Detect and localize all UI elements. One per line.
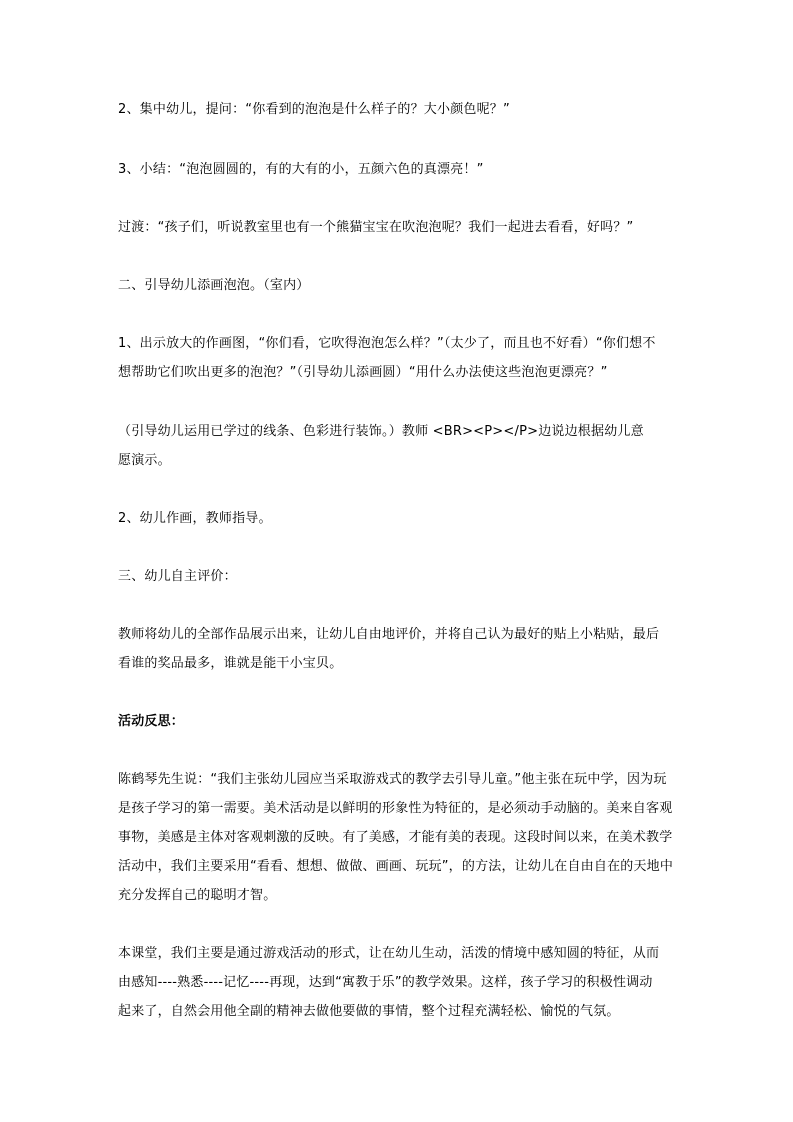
text-line: 1、出示放大的作画图，“你们看，它吹得泡泡怎么样？”（太少了，而且也不好看）“你们想不 xyxy=(118,336,656,351)
text-line: 本课堂，我们主要是通过游戏活动的形式，让在幼儿生动，活泼的情境中感知圆的特征，从而 xyxy=(118,946,660,961)
text-line: 教师将幼儿的全部作品展示出来，让幼儿自由地评价，并将自己认为最好的贴上小粘贴，最后 xyxy=(118,627,660,642)
section-heading: 活动反思： xyxy=(118,714,185,729)
text-line: 看谁的奖品最多，谁就是能干小宝贝。 xyxy=(118,656,343,671)
text-line: 三、幼儿自主评价： xyxy=(118,569,237,584)
text-line: 充分发挥自己的聪明才智。 xyxy=(118,888,277,903)
text-line: （引导幼儿运用已学过的线条、色彩进行装饰。）教师 <BR><P></P>边说边根据幼儿意 xyxy=(118,424,644,439)
text-line: 2、幼儿作画，教师指导。 xyxy=(118,511,272,526)
text-line: 过渡：“孩子们，听说教室里也有一个熊猫宝宝在吹泡泡呢？我们一起进去看看，好吗？” xyxy=(118,220,634,235)
text-line: 起来了，自然会用他全副的精神去做他要做的事情，整个过程充满轻松、愉悦的气氛。 xyxy=(118,1004,620,1019)
text-line: 由感知----熟悉----记忆----再现，达到“寓教于乐”的教学效果。这样，孩子学习的积极性调动 xyxy=(118,975,653,990)
text-line: 陈鹤琴先生说：“我们主张幼儿园应当采取游戏式的教学去引导儿童。”他主张在玩中学，因为玩 xyxy=(118,772,667,787)
text-line: 想帮助它们吹出更多的泡泡？”（引导幼儿添画圆）“用什么办法使这些泡泡更漂亮？” xyxy=(118,365,608,380)
text-line: 愿演示。 xyxy=(118,453,171,468)
text-line: 事物，美感是主体对客观刺激的反映。有了美感，才能有美的表现。这段时间以来，在美术教学 xyxy=(118,830,673,845)
text-line: 2、集中幼儿，提问：“你看到的泡泡是什么样子的？大小颜色呢？” xyxy=(118,102,510,117)
text-line: 3、小结：“泡泡圆圆的，有的大有的小，五颜六色的真漂亮！” xyxy=(118,162,484,177)
text-line: 是孩子学习的第一需要。美术活动是以鲜明的形象性为特征的，是必须动手动脑的。美来自客观 xyxy=(118,801,673,816)
text-line: 二、引导幼儿添画泡泡。（室内） xyxy=(118,278,310,293)
text-line: 活动中，我们主要采用“看看、想想、做做、画画、玩玩”，的方法，让幼儿在自由自在的天地中 xyxy=(118,859,674,874)
